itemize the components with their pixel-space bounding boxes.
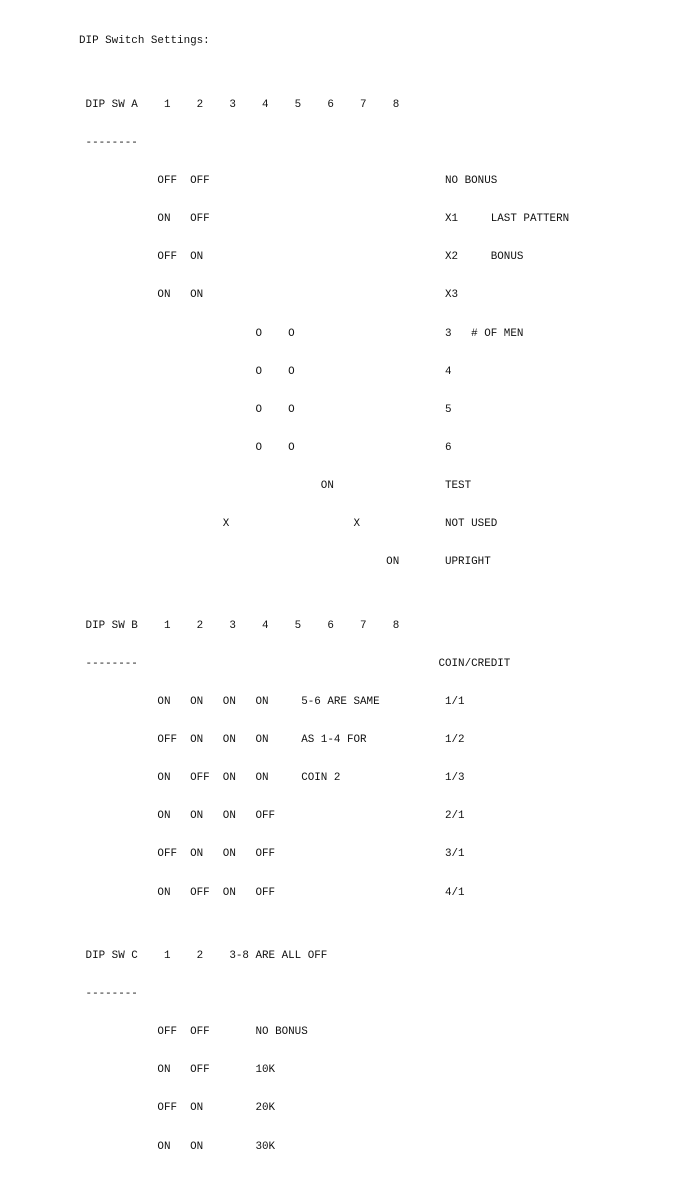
dip-sw-a-header: DIP SW A 1 2 3 4 5 6 7 8	[79, 98, 400, 111]
dip-switch-settings-text	[79, 10, 569, 1179]
dip-sw-c-row: ON OFF 10K	[79, 1064, 276, 1077]
dip-sw-c-header: DIP SW C 1 2 3-8 ARE ALL OFF	[79, 950, 328, 963]
dip-sw-a-row: ON OFF X1 LAST PATTERN	[79, 213, 570, 226]
dip-sw-a-row: OFF ON X2 BONUS	[79, 251, 524, 264]
dip-sw-a-row: O O 5	[79, 403, 452, 416]
dip-sw-c-row: OFF OFF NO BONUS	[79, 1026, 308, 1039]
dip-sw-b-row: OFF ON ON OFF 3/1	[79, 848, 465, 861]
dip-sw-a-row: ON ON X3	[79, 289, 459, 302]
dip-sw-c-row: ON ON 30K	[79, 1140, 276, 1153]
dip-sw-a-row: ON TEST	[79, 480, 472, 493]
dip-sw-c-underline: --------	[79, 988, 138, 1001]
dip-sw-b-underline: -------- COIN/CREDIT	[79, 657, 511, 670]
dip-sw-a-row: O O 3 # OF MEN	[79, 327, 524, 340]
dip-sw-a-row: ON UPRIGHT	[79, 556, 491, 569]
dip-sw-a-row: OFF OFF NO BONUS	[79, 175, 498, 188]
dip-sw-a-row: O O 4	[79, 365, 452, 378]
dip-sw-a-underline: --------	[79, 137, 138, 150]
dip-sw-b-row: OFF ON ON ON AS 1-4 FOR 1/2	[79, 734, 465, 747]
dip-sw-b-row: ON OFF ON OFF 4/1	[79, 886, 465, 899]
dip-sw-c-row: OFF ON 20K	[79, 1102, 276, 1115]
dip-sw-a-row: X X NOT USED	[79, 518, 498, 531]
dip-sw-b-row: ON OFF ON ON COIN 2 1/3	[79, 772, 465, 785]
dip-sw-b-row: ON ON ON ON 5-6 ARE SAME 1/1	[79, 695, 465, 708]
dip-sw-b-header: DIP SW B 1 2 3 4 5 6 7 8	[79, 619, 400, 632]
document-title: DIP Switch Settings:	[79, 35, 210, 48]
dip-sw-b-row: ON ON ON OFF 2/1	[79, 810, 465, 823]
dip-sw-a-row: O O 6	[79, 441, 452, 454]
